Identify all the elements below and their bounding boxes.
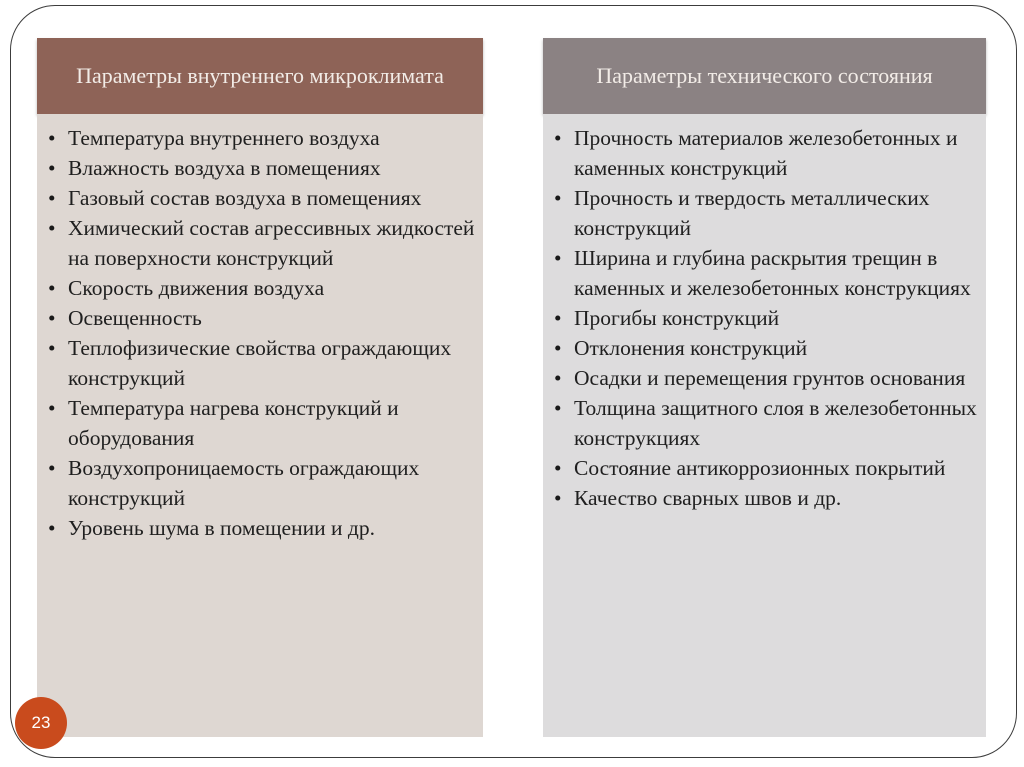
list-item: • Уровень шума в помещении и др. xyxy=(37,513,475,543)
list-item: • Состояние антикоррозионных покрытий xyxy=(543,453,978,483)
list-item: • Прочность материалов железобетонных и каменных конструкций xyxy=(543,123,978,183)
list-item: • Температура нагрева конструкций и оборудования xyxy=(37,393,475,453)
page-number-badge xyxy=(15,697,67,749)
list-item: • Газовый состав воздуха в помещениях xyxy=(37,183,475,213)
column-technical-condition-body xyxy=(543,114,986,737)
internal-microclimate-list xyxy=(37,123,475,543)
list-item: • Воздухопроницаемость ограждающих конструкций xyxy=(37,453,475,513)
list-item: • Осадки и перемещения грунтов основания xyxy=(543,363,978,393)
list-item: • Ширина и глубина раскрытия трещин в каменных и железобетонных конструкциях xyxy=(543,243,978,303)
list-item: • Теплофизические свойства ограждающих конструкций xyxy=(37,333,475,393)
list-item: • Отклонения конструкций xyxy=(543,333,978,363)
list-item: • Скорость движения воздуха xyxy=(37,273,475,303)
list-item: • Влажность воздуха в помещениях xyxy=(37,153,475,183)
column-internal-microclimate-title: Параметры внутреннего микроклимата xyxy=(37,38,483,114)
column-technical-condition xyxy=(543,38,986,737)
page-number: 23 xyxy=(31,713,51,732)
technical-condition-list xyxy=(543,123,978,513)
column-technical-condition-title: Параметры технического состояния xyxy=(543,38,986,114)
list-item: • Толщина защитного слоя в железобетонных конструкциях xyxy=(543,393,978,453)
list-item: • Качество сварных швов и др. xyxy=(543,483,978,513)
list-item: • Химический состав агрессивных жидкостей на поверхности конструкций xyxy=(37,213,475,273)
list-item: • Прогибы конструкций xyxy=(543,303,978,333)
list-item: • Прочность и твердость металлических конструкций xyxy=(543,183,978,243)
list-item: • Освещенность xyxy=(37,303,475,333)
column-internal-microclimate xyxy=(37,38,483,737)
list-item: • Температура внутреннего воздуха xyxy=(37,123,475,153)
column-internal-microclimate-body xyxy=(37,114,483,737)
